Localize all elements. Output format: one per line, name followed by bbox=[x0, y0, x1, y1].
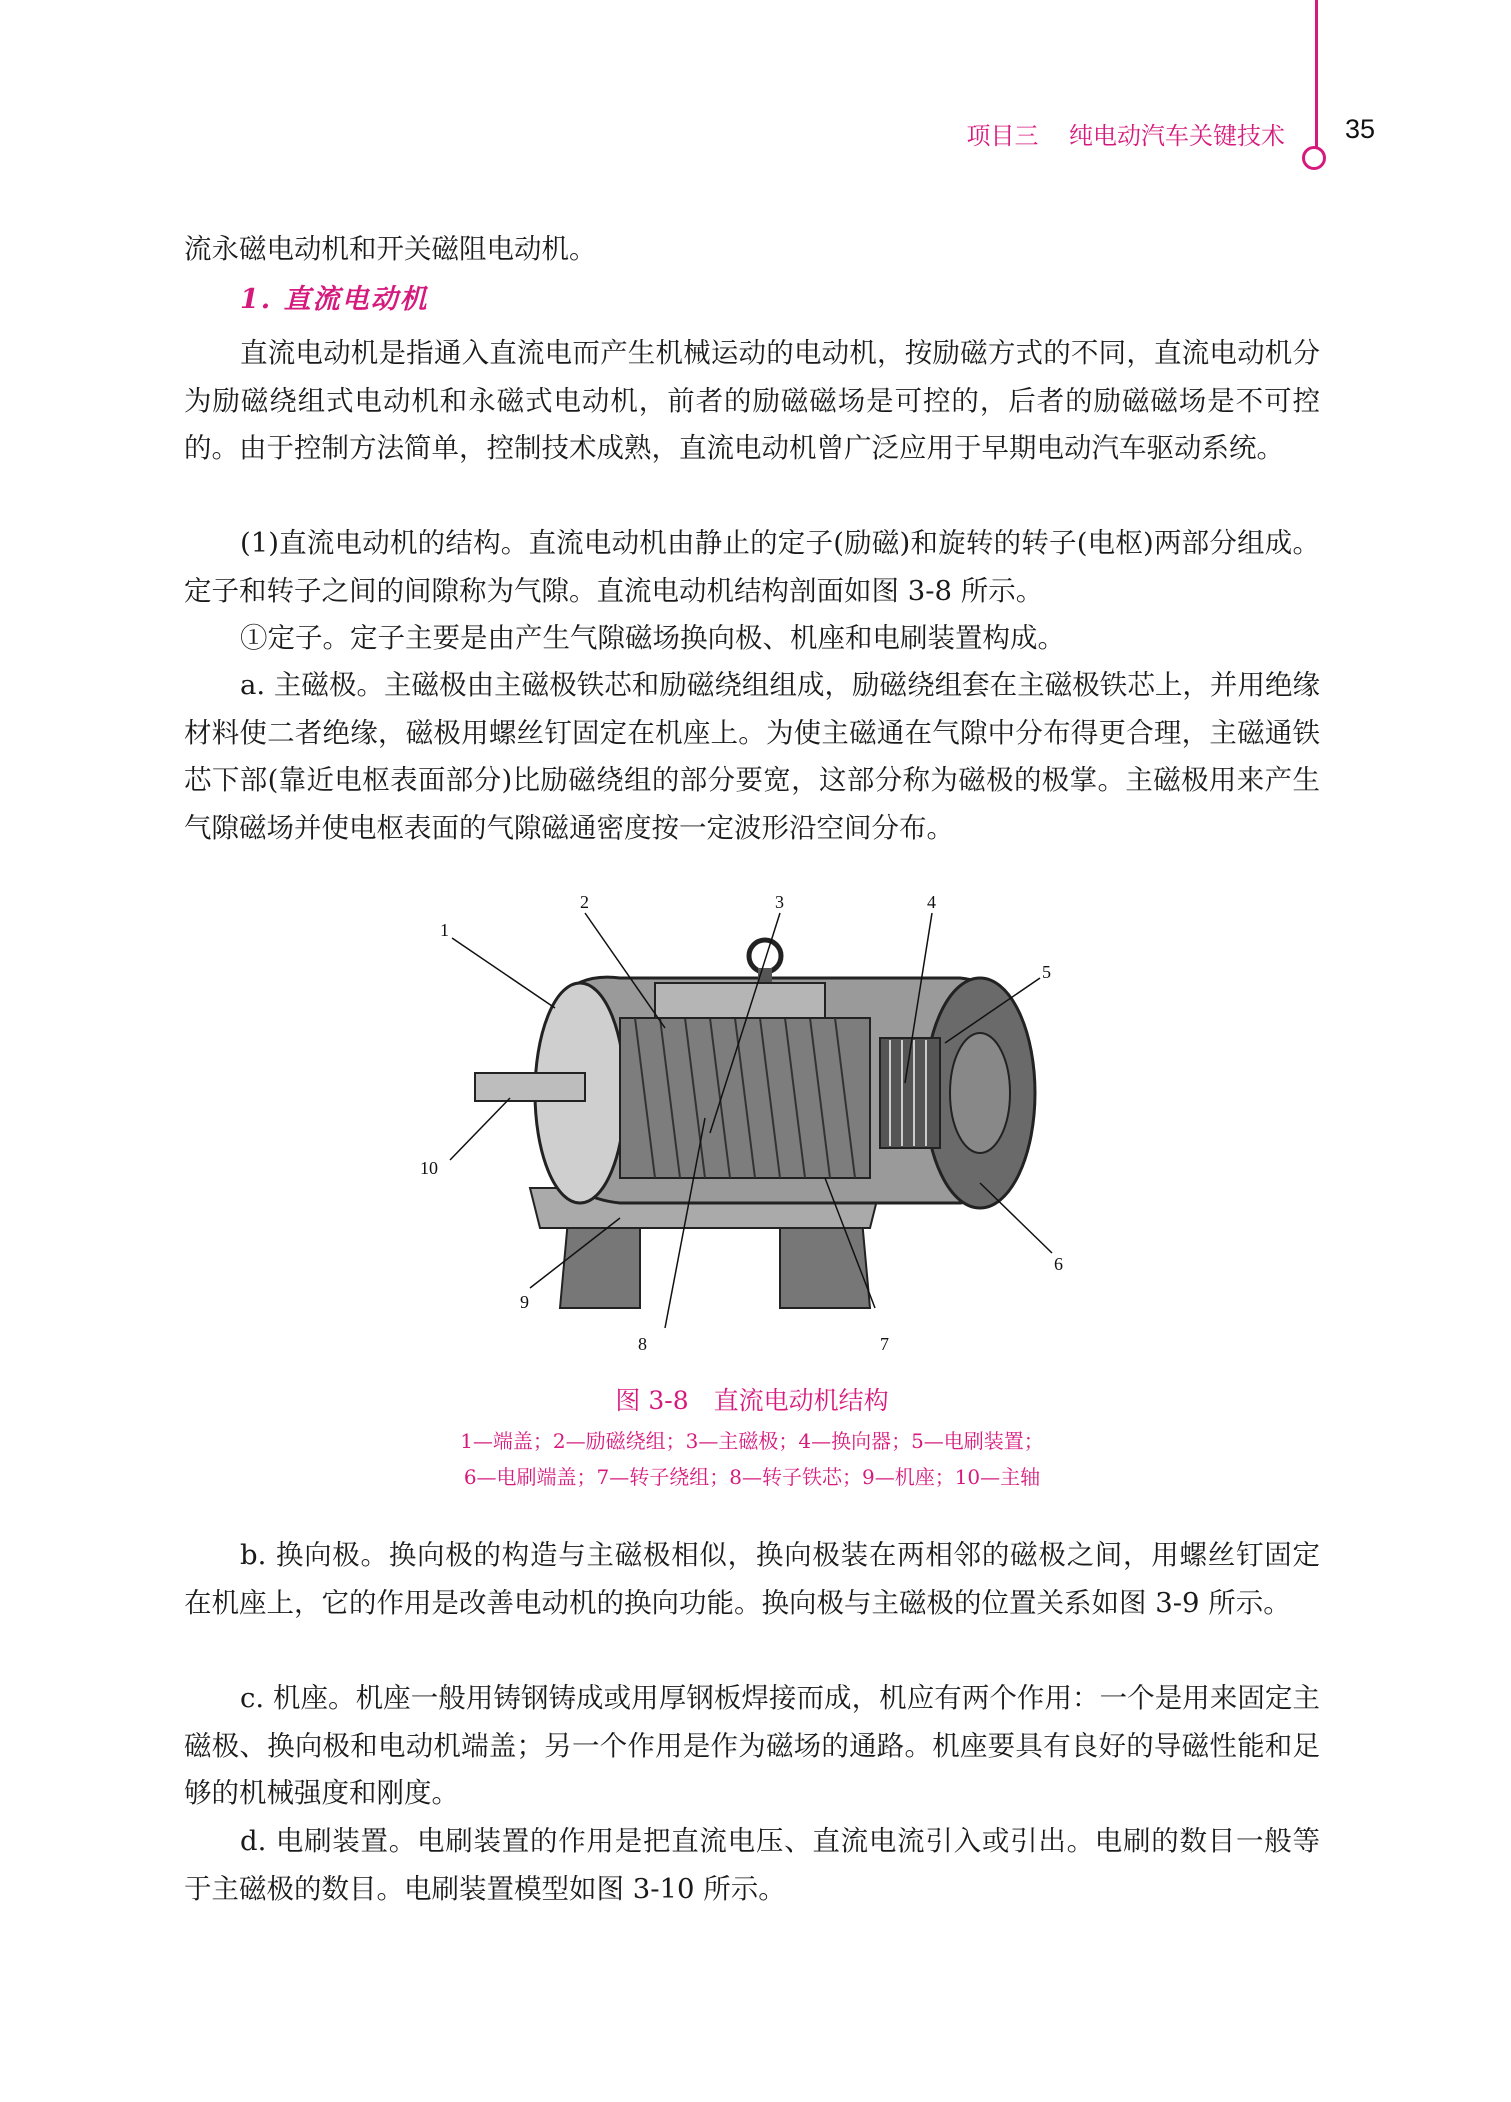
section-heading: 1. 直流电动机 bbox=[240, 284, 429, 315]
label-8: 8 bbox=[638, 1334, 647, 1354]
label-2: 2 bbox=[580, 892, 589, 912]
label-3: 3 bbox=[775, 892, 784, 912]
lifting-eye bbox=[749, 940, 781, 972]
paragraph-7: d. 电刷装置。电刷装置的作用是把直流电压、直流电流引入或引出。电刷的数目一般等于主磁极的数目。电刷装置模型如图 3-10 所示。 bbox=[184, 1825, 1320, 1905]
paragraph-1: 直流电动机是指通入直流电而产生机械运动的电动机，按励磁方式的不同，直流电动机分为励磁绕组式电动机和永磁式电动机，前者的励磁磁场是可控的，后者的励磁磁场是不可控的。由于控制方法简单，控制技术成熟，直流电动机曾广泛应用于早期电动汽车驱动系统。 bbox=[184, 337, 1320, 464]
paragraph-5: b. 换向极。换向极的构造与主磁极相似，换向极装在两相邻的磁极之间，用螺丝钉固定在机座上，它的作用是改善电动机的换向功能。换向极与主磁极的位置关系如图 3-9 所示。 bbox=[184, 1539, 1320, 1619]
label-4: 4 bbox=[927, 892, 936, 912]
end-cover-right-inner bbox=[950, 1033, 1010, 1153]
paragraph-4: a. 主磁极。主磁极由主磁极铁芯和励磁绕组组成，励磁绕组套在主磁极铁芯上，并用绝缘材料使二者绝缘，磁极用螺丝钉固定在机座上。为使主磁通在气隙中分布得更合理，主磁通铁芯下部(靠近电枢表面部分)比励磁绕组的部分要宽，这部分称为磁极的极掌。主磁极用来产生气隙磁场并使电枢表面的气隙磁通密度按一定波形沿空间分布。 bbox=[184, 669, 1320, 844]
main-pole bbox=[655, 983, 825, 1018]
motor-figure bbox=[420, 868, 1100, 1358]
running-header bbox=[935, 116, 1285, 151]
header-project: 项目三 bbox=[966, 122, 1039, 150]
figure-legend-line-1: 1—端盖；2—励磁绕组；3—主磁极；4—换向器；5—电刷装置； bbox=[460, 1429, 1044, 1453]
label-7: 7 bbox=[880, 1334, 889, 1354]
header-circle-ornament bbox=[1302, 146, 1326, 170]
label-1: 1 bbox=[440, 920, 449, 940]
paragraph-3: ①定子。定子主要是由产生气隙磁场换向极、机座和电刷装置构成。 bbox=[240, 622, 1065, 654]
paragraph-intro: 流永磁电动机和开关磁阻电动机。 bbox=[184, 233, 597, 265]
label-10: 10 bbox=[420, 1158, 438, 1178]
label-5: 5 bbox=[1042, 962, 1051, 982]
dc-motor-cutaway-illustration bbox=[420, 868, 1100, 1358]
header-title: 纯电动汽车关键技术 bbox=[1069, 122, 1285, 150]
figure-legend-line-2: 6—电刷端盖；7—转子绕组；8—转子铁芯；9—机座；10—主轴 bbox=[463, 1465, 1041, 1489]
figure-caption: 图 3-8 直流电动机结构 bbox=[615, 1386, 889, 1415]
header-rule bbox=[1315, 0, 1318, 148]
label-9: 9 bbox=[520, 1292, 529, 1312]
leader-line-6 bbox=[980, 1183, 1052, 1253]
page-number: 35 bbox=[1345, 114, 1376, 144]
paragraph-6: c. 机座。机座一般用铸钢铸成或用厚钢板焊接而成，机应有两个作用：一个是用来固定主磁极、换向极和电动机端盖；另一个作用是作为磁场的通路。机座要具有良好的导磁性能和足够的机械强度和刚度。 bbox=[184, 1682, 1320, 1809]
paragraph-2: (1)直流电动机的结构。直流电动机由静止的定子(励磁)和旋转的转子(电枢)两部分组成。定子和转子之间的间隙称为气隙。直流电动机结构剖面如图 3-8 所示。 bbox=[184, 527, 1320, 607]
leader-line-1 bbox=[452, 938, 555, 1008]
main-shaft bbox=[475, 1073, 585, 1101]
label-6: 6 bbox=[1054, 1254, 1063, 1274]
leader-line-10 bbox=[450, 1098, 510, 1160]
